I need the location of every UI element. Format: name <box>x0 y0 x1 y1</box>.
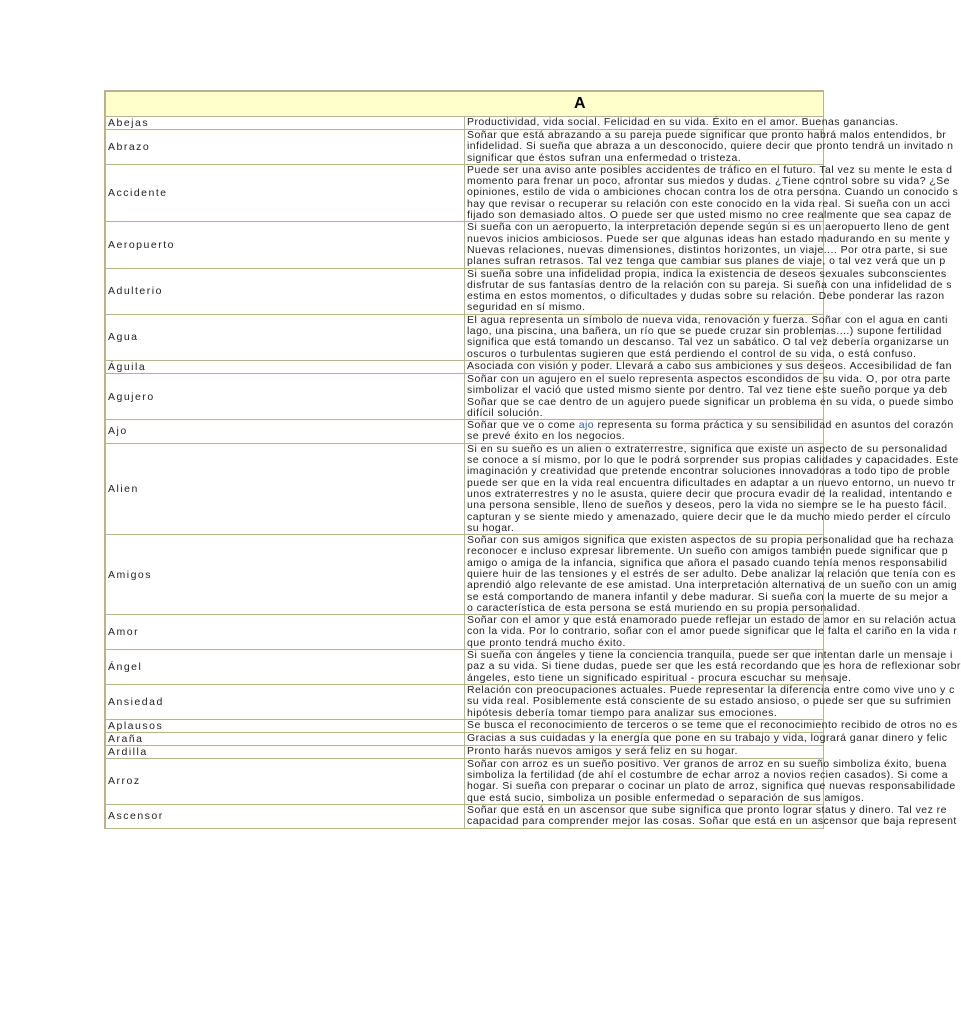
entry-definition <box>465 718 958 733</box>
entry-definition <box>465 313 950 361</box>
definition-line: amigo o amiga de la infancia, significa que añora el pasado cuando tenía menos responsabilid <box>467 556 948 569</box>
definition-line: Si sueña con ángeles y tiene la conciencia tranquila, puede ser que intentan darle un mensaje i <box>467 649 953 662</box>
table-row <box>106 733 824 746</box>
table-row <box>106 759 824 805</box>
table-row <box>106 720 824 733</box>
entry-term: Ángel <box>106 650 465 685</box>
definition-line: significa que está tomando un descanso. Tal vez un sabático. O tal vez debería organizarse un <box>467 336 950 349</box>
definition-line: simboliza la fertilidad (de ahí el costumbre de echar arroz a novios recien casados). Si come a <box>467 769 949 782</box>
entry-definition <box>465 372 954 420</box>
entry-term: Arroz <box>106 759 465 805</box>
definition-line: hogar. Si sueña con preparar o cocinar un plato de arroz, significa que nuevas responsabilidade <box>467 780 956 793</box>
definition-line: simbolizar el vació que usted mismo siente por dentro. Tal vez tiene este sueño porque ya deb <box>467 384 948 397</box>
entry-term: Amor <box>106 615 465 650</box>
letter-heading: A <box>574 95 586 112</box>
definition-line: una persona sensible, lleno de sueños y deseos, pero la vida no siempre se le ha puesto fácil. <box>467 499 948 512</box>
definition-line: Pronto harás nuevos amigos y será feliz en su hogar. <box>467 744 738 757</box>
definition-line: o característica de esta persona se está muriendo en su propia personalidad. <box>467 601 861 614</box>
entry-term: Adulterio <box>106 269 465 315</box>
definition-line: Nuevas relaciones, nuevas dimensiones, distintos horizontes, un viaje.... Por otra parte, si sue <box>467 243 948 256</box>
definition-line: fijado son demasiado altos. O puede ser que usted mismo no cree realmente que sea capaz de <box>467 209 952 222</box>
definition-line: Si sueña sobre una infidelidad propia, indica la existencia de deseos sexuales subconscientes <box>467 267 947 280</box>
definition-line: Productividad, vida social. Felicidad en su vida. Éxito en el amor. Buenas ganancias. <box>467 116 899 128</box>
table-row <box>106 374 824 420</box>
ajo-link[interactable]: ajo <box>578 419 595 432</box>
definition-line: paz a su vida. Si tiene dudas, puede ser que les está recordando que es hora de reflexionar sobr <box>467 660 961 673</box>
entry-definition <box>465 804 957 829</box>
definition-line: Si en su sueño es un alien o extraterrestre, significa que existe un aspecto de su personalidad <box>467 442 948 455</box>
definition-line: Se busca el reconocimiento de terceros o se teme que el reconocimiento recibido de otros no es <box>467 718 958 731</box>
entry-definition <box>465 746 824 759</box>
definition-line: seguridad en sí mismo. <box>467 301 586 314</box>
definition-line: Soñar que está abrazando a su pareja puede significar que pronto habrá malos entendidos, br <box>467 129 947 141</box>
definition-line: estima en estos momentos, o dificultades y dudas sobre su relación. Debe ponderar las razon <box>467 290 945 303</box>
entry-term: Agua <box>106 315 465 361</box>
entry-term: Abejas <box>106 117 465 130</box>
definition-line: capacidad para comprender mejor las cosas. Soñar que está en un ascensor que baja represent <box>467 815 957 828</box>
definition-line: Soñar que se cae dentro de un agujero puede significar un problema en su vida, o puede simbo <box>467 395 954 408</box>
table-row <box>106 805 824 829</box>
definition-line: con la vida. Por lo contrario, soñar con el amor puede significar que le falta el cariño en la vida r <box>467 625 958 638</box>
definition-line: El agua representa un símbolo de nueva vida, renovación y fuerza. Soñar con el agua en canti <box>467 313 948 326</box>
definition-line: que pronto tendrá mucho éxito. <box>467 636 626 649</box>
definition-line: Si sueña con un aeropuerto, la interpretación depende según si es un aeropuerto lleno de gent <box>467 221 950 234</box>
definition-line: hipótesis debería tomar tiempo para analizar sus emociones. <box>467 706 778 719</box>
definition-line: Soñar con un agujero en el suelo representa aspectos escondidos de su vida. O, por otra parte <box>467 372 951 385</box>
entry-term: Agujero <box>106 374 465 420</box>
definition-line: quiere huir de las tensiones y el estrés de ser adulto. Debe analizar la relación que tenía con es <box>467 567 956 580</box>
header-row <box>106 92 824 117</box>
definition-line: opiniones, estilo de vida o ambiciones chocan contra los de otra persona. Cuando un conocido s <box>467 186 959 199</box>
entry-term: Ardilla <box>106 746 465 759</box>
entry-term: Araña <box>106 733 465 746</box>
definition-line: infidelidad. Si sueña que abraza a un desconocido, quiere decir que pronto tendrá un invitado n <box>467 140 954 153</box>
entry-definition <box>465 534 958 615</box>
entry-definition <box>465 731 948 746</box>
table-row <box>106 420 824 444</box>
definition-line: oscuros o turbulentas sugieren que está perdiendo el control de su vida, o está confuso. <box>467 347 917 360</box>
letter-header <box>106 92 824 117</box>
definition-line: Soñar con el amor y que está enamorado puede reflejar un estado de amor en su relación actua <box>467 614 957 627</box>
entry-term: Aeropuerto <box>106 222 465 268</box>
entry-term: Accidente <box>106 165 465 222</box>
definition-line: Asociada con visión y poder. Llevará a cabo sus ambiciones y sus deseos. Accesibilidad de fan <box>467 359 952 372</box>
table-row <box>106 269 824 315</box>
definition-line: Soñar con sus amigos significa que existen aspectos de su propia personalidad que ha rechaza <box>467 534 954 547</box>
table-row <box>106 444 824 535</box>
table-row <box>106 746 824 759</box>
entry-definition <box>465 221 951 268</box>
entry-term: Ascensor <box>106 805 465 829</box>
definition-line: ángeles, esto tiene un significado espiritual - procura escuchar su mensaje. <box>467 671 852 684</box>
entry-definition <box>465 683 955 720</box>
entry-term: Abrazo <box>106 130 465 165</box>
definition-line: unos extraterrestres y no le asusta, quiere decir que procura evadir de la realidad, intentando e <box>467 487 953 500</box>
definition-line: nuevos inicios ambiciosos. Puede ser que algunas ideas han estado madurando en su mente y <box>467 232 951 245</box>
definition-line: Soñar que ve o come ajo representa su forma práctica y su sensibilidad en asuntos del corazón <box>467 419 954 432</box>
definition-line: su vida real. Posiblemente está consciente de su estado ansioso, o puede ser que su sufrimien <box>467 695 952 708</box>
entry-definition <box>465 757 956 805</box>
entry-term: Amigos <box>106 535 465 615</box>
table-row <box>106 685 824 720</box>
entry-term: Águila <box>106 361 465 374</box>
table-row <box>106 650 824 685</box>
definition-line: se prevé éxito en los negocios. <box>467 430 626 443</box>
definition-line: Gracias a sus cuidadas y la energía que pone en su trabajo y vida, logrará ganar dinero y felic <box>467 731 948 744</box>
definition-line: imaginación y creatividad que pretende encontrar soluciones innovadoras a todo tipo de proble <box>467 465 951 478</box>
entry-term: Ajo <box>106 420 465 444</box>
entry-term: Ansiedad <box>106 685 465 720</box>
entry-definition <box>465 614 958 650</box>
table-row <box>106 222 824 268</box>
definition-line: se conoce a sí mismo, por lo que le podrá sorprender sus propias calidades y capacidades. Este <box>467 454 959 467</box>
definition-line: puede ser que en la vida real encuentra dificultades en adaptar a un nuevo entorno, un nuevo tr <box>467 476 956 489</box>
table-row <box>106 130 824 165</box>
entry-definition <box>465 359 952 374</box>
table-row <box>106 361 824 374</box>
definition-line: Relación con preocupaciones actuales. Puede representar la diferencia entre como vive uno y c <box>467 683 955 696</box>
definition-line: Soñar con arroz es un sueño positivo. Ver granos de arroz en su sueño simboliza éxito, buena <box>467 757 947 770</box>
entry-definition <box>465 163 959 222</box>
entry-term: Aplausos <box>106 720 465 733</box>
definition-line: lago, una piscina, una bañera, un río que se puede cruzar sin problemas....) supone fertilidad <box>467 325 942 338</box>
entry-definition <box>465 129 954 165</box>
dictionary-sheet <box>104 90 961 829</box>
table-row <box>106 535 824 615</box>
definition-line: significar que éstos sufran una enfermedad o tristeza. <box>467 151 742 164</box>
table-row <box>106 165 824 222</box>
definition-line: se está comportando de manera infantil y debe madurar. Si sueña con la muerte de su mejor a <box>467 590 949 603</box>
entry-definition <box>465 649 961 685</box>
entry-definition <box>465 442 959 535</box>
definition-line: capturan y se siente miedo y amenazado, quiere decir que le da mucho miedo perder el círculo <box>467 510 951 523</box>
definition-line: aprendió algo relevante de ese amistad. Una interpretación alternativa de un sueño con un amig <box>467 579 958 592</box>
definition-line: planes sufran retrasos. Tal vez tenga que cambiar sus planes de viaje, o tal vez verá que un p <box>467 255 946 268</box>
definition-line: que está sucio, simboliza un posible enfermedad o separación de sus amigos. <box>467 791 865 804</box>
table-row <box>106 315 824 361</box>
definition-line: reconocer e incluso expresar libremente. Un sueño con amigos también puede significar que p <box>467 545 949 558</box>
definition-line: su hogar. <box>467 521 515 534</box>
dictionary-table <box>104 90 961 829</box>
entry-definition <box>465 419 954 444</box>
definition-line: difícil solución. <box>467 406 543 419</box>
definition-line: momento para frenar un poco, afrontar sus miedos y dudas. ¿Tiene control sobre su vida? ¿Se <box>467 175 950 188</box>
definition-line: Soñar que está en un ascensor que sube significa que pronto lograr status y dinero. Tal vez re <box>467 804 947 817</box>
definition-line: hay que revisar o recuperar su relación con este conocido en la vida real. Si sueña con un acci <box>467 197 951 210</box>
entry-term: Alien <box>106 444 465 535</box>
definition-line: disfrutar de sus fantasías dentro de la relación con su pareja. Si sueña con una infidelidad de s <box>467 278 952 291</box>
table-row <box>106 615 824 650</box>
definition-line: Puede ser una aviso ante posibles accidentes de tráfico en el futuro. Tal vez su mente le esta d <box>467 163 953 176</box>
entry-definition <box>465 267 952 315</box>
